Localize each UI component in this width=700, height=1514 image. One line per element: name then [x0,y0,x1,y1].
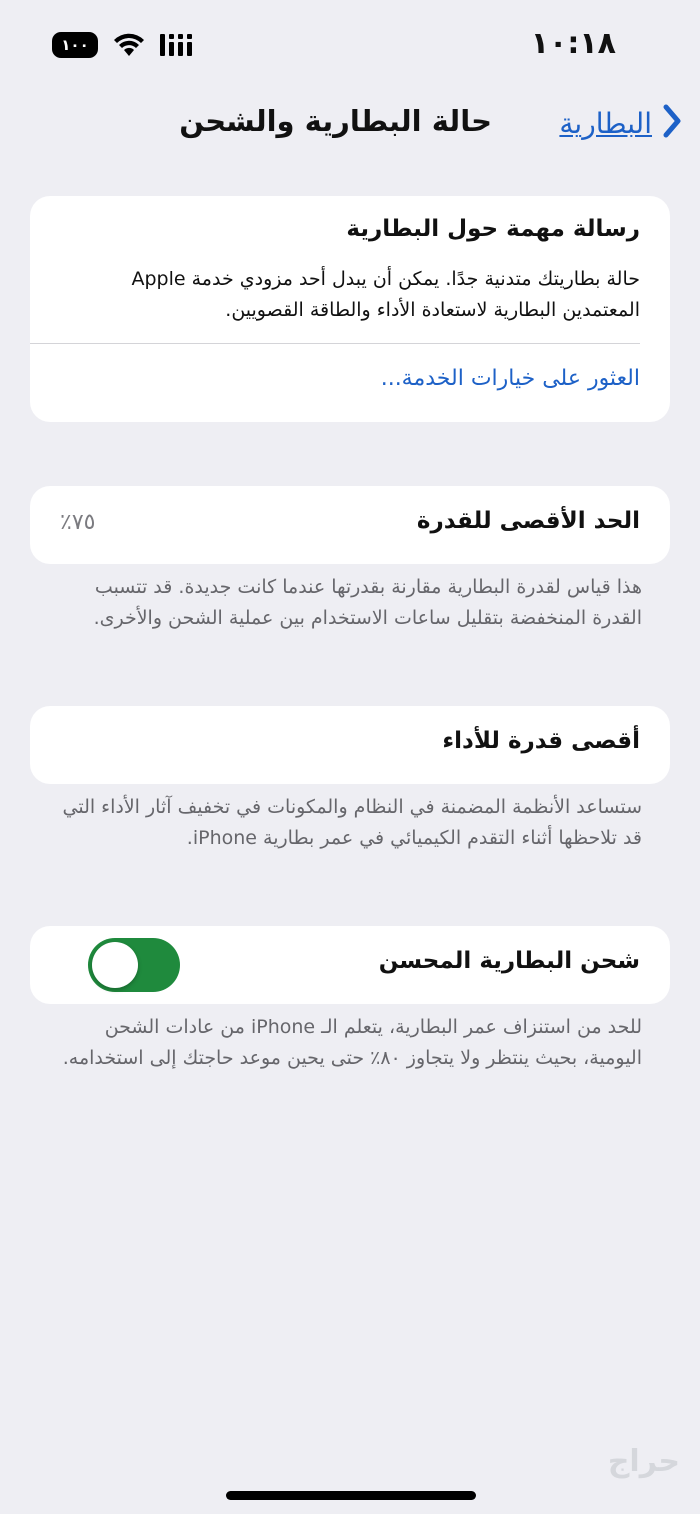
wifi-icon [112,32,146,58]
message-body: حالة بطاريتك متدنية جدًا. يمكن أن يبدل أحد مزودي خدمة Apple المعتمدين البطارية لاستعادة الأداء والطاقة القصويين. [131,268,640,321]
battery-icon: ١٠٠ [52,32,98,58]
status-icons [52,32,196,58]
maximum-capacity-value: ٧٥٪ [60,510,96,535]
optimized-charging-row [30,926,670,1004]
status-bar [0,0,700,92]
maximum-capacity-label: الحد الأقصى للقدرة [416,508,640,534]
optimized-charging-label: شحن البطارية المحسن [378,948,640,974]
battery-message-card [30,196,670,422]
navigation-bar [0,96,700,156]
peak-performance-row [30,706,670,784]
back-button[interactable] [559,104,682,142]
optimized-charging-footnote: للحد من استنزاف عمر البطارية، يتعلم الـ iPhone من عادات الشحن اليومية، بحيث ينتظر ولا يتجاوز ٨٠٪ حتى يحين موعد حاجتك إلى استخدامه. [62,1016,642,1069]
toggle-knob [92,942,138,988]
maximum-capacity-row [30,486,670,564]
watermark-logo: حراج [607,1444,680,1479]
page-title: حالة البطارية والشحن [179,104,492,138]
optimized-charging-toggle[interactable] [88,938,180,992]
maximum-capacity-footnote: هذا قياس لقدرة البطارية مقارنة بقدرتها عندما كانت جديدة. قد تتسبب القدرة المنخفضة بتقليل ساعات الاستخدام بين عملية الشحن والأخرى. [93,576,642,629]
find-service-options-link[interactable]: العثور على خيارات الخدمة... [380,366,640,391]
peak-performance-label: أقصى قدرة للأداء [442,728,640,754]
status-time: ١٠:١٨ [530,26,616,61]
signal-icon [160,32,196,58]
divider [30,343,640,344]
chevron-right-icon [662,104,682,142]
home-indicator[interactable] [226,1491,476,1500]
message-title: رسالة مهمة حول البطارية [346,216,640,242]
peak-performance-footnote: ستساعد الأنظمة المضمنة في النظام والمكونات في تخفيف آثار الأداء التي قد تلاحظها أثناء التقدم الكيميائي في عمر بطارية iPhone. [62,796,642,849]
back-button-label: البطارية [559,106,652,140]
